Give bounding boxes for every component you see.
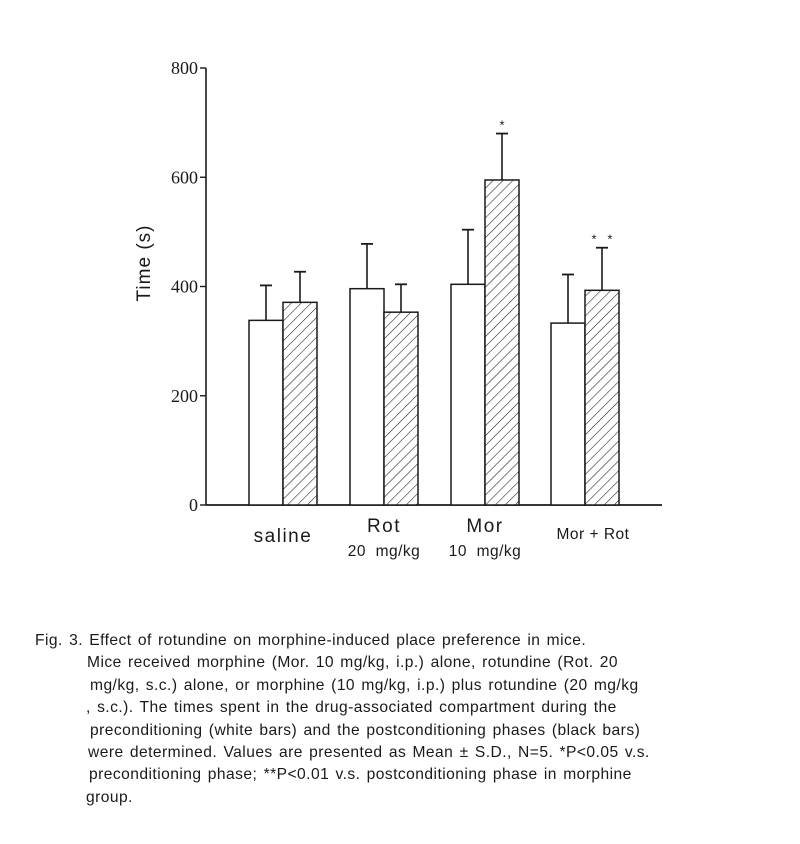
category-label: saline [253,526,313,547]
caption-line: group. [86,788,133,806]
caption-line: preconditioning (white bars) and the postconditioning phases (black bars) [90,721,641,739]
bar-postconditioning [585,290,619,505]
caption-line: preconditioning phase; **P<0.01 v.s. postconditioning phase in morphine [89,766,632,784]
category-label: Rot [366,516,402,537]
figure-caption [35,630,775,809]
caption-line: mg/kg, s.c.) alone, or morphine (10 mg/kg, i.p.) plus rotundine (20 mg/kg [90,676,639,694]
y-tick-label: 600 [171,167,198,188]
y-axis-label: Time (s) [134,224,155,302]
category-label: Mor + Rot [556,526,630,543]
y-tick-label: 800 [171,58,198,78]
bar-preconditioning [249,320,283,505]
caption-line: were determined. Values are presented as Mean ± S.D., N=5. *P<0.05 v.s. [88,744,650,762]
bar-preconditioning [350,289,384,505]
y-tick-label: 200 [171,385,198,406]
y-tick-label: 0 [189,495,198,515]
caption-line: , s.c.). The times spent in the drug-associated compartment during the [86,699,617,717]
caption-line: Mice received morphine (Mor. 10 mg/kg, i.p.) alone, rotundine (Rot. 20 [87,654,619,672]
bar-preconditioning [451,284,485,505]
bars [249,118,619,505]
category-labels [254,516,630,560]
bar-postconditioning [283,302,317,505]
y-tick-label: 400 [171,276,198,297]
bar-postconditioning [485,180,519,505]
category-label: Mor [466,516,504,537]
bar-postconditioning [384,312,418,505]
category-sublabel: 10 mg/kg [448,543,522,560]
significance-marker: * * [591,231,613,247]
category-sublabel: 20 mg/kg [347,543,421,560]
caption-line: Fig. 3. Effect of rotundine on morphine-induced place preference in mice. [35,632,587,649]
significance-marker: * [499,117,505,133]
bar-preconditioning [551,323,585,505]
